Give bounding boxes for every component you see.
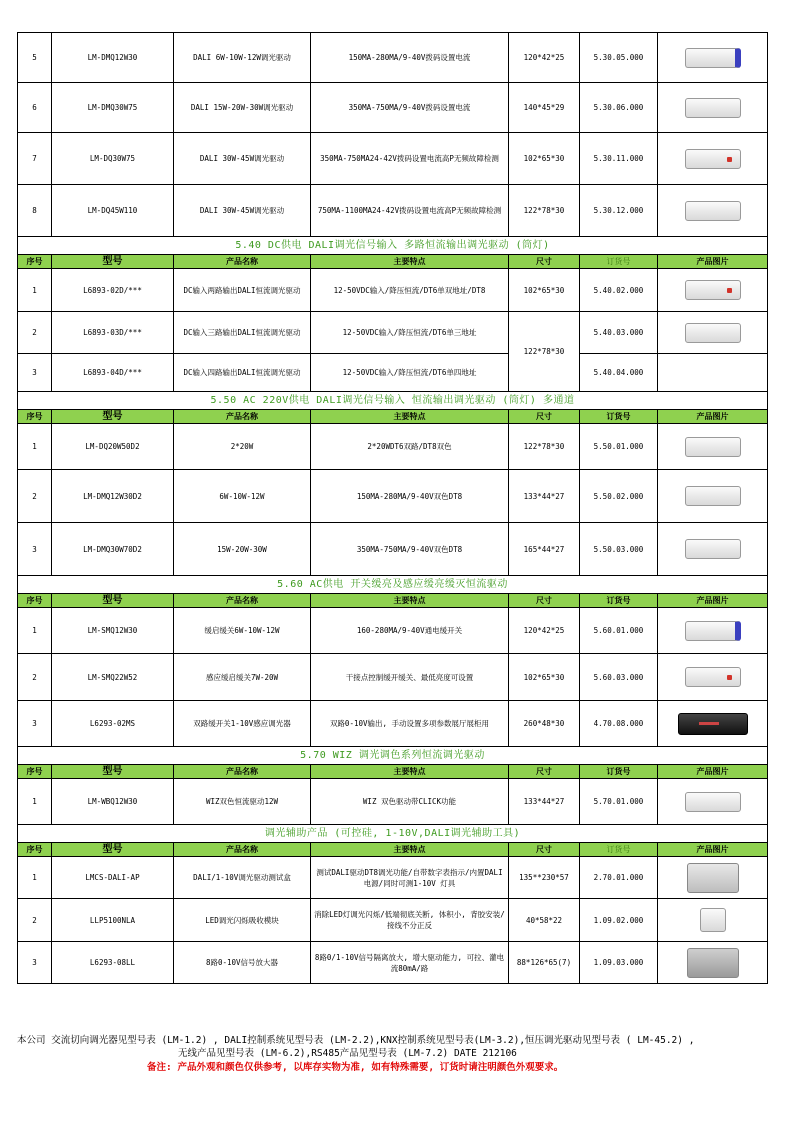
order-number-cell: 5.50.03.000	[580, 523, 658, 576]
row-number: 5	[18, 33, 52, 83]
product-name-cell: DC输入三路输出DALI恒流调光驱动	[174, 312, 311, 354]
product-image-cell	[658, 701, 768, 747]
product-name-cell: DC输入四路输出DALI恒流调光驱动	[174, 354, 311, 392]
product-image-cell	[658, 83, 768, 133]
section-title-row	[18, 576, 768, 594]
product-name-cell: DALI 30W-45W调光驱动	[174, 133, 311, 185]
header-size: 尺寸	[509, 765, 580, 779]
header-name: 产品名称	[174, 255, 311, 269]
header-order: 订货号	[580, 410, 658, 424]
row-number: 7	[18, 133, 52, 185]
product-name-cell: DC输入两路输出DALI恒流调光驱动	[174, 269, 311, 312]
table-row	[18, 424, 768, 470]
header-feature: 主要特点	[311, 255, 509, 269]
model-cell: LM-DQ20W50D2	[52, 424, 174, 470]
order-number-cell: 5.30.06.000	[580, 83, 658, 133]
order-number-cell: 1.09.02.000	[580, 899, 658, 942]
row-number: 2	[18, 470, 52, 523]
order-number-cell: 5.30.12.000	[580, 185, 658, 237]
section-title-row	[18, 392, 768, 410]
product-photo-icon	[685, 486, 741, 506]
header-model: 型号	[52, 410, 174, 424]
product-name-cell: DALI 15W-20W-30W调光驱动	[174, 83, 311, 133]
table-row	[18, 899, 768, 942]
row-number: 8	[18, 185, 52, 237]
table-row	[18, 470, 768, 523]
product-name-cell: 感应缓启缓关7W-20W	[174, 654, 311, 701]
product-photo-icon	[685, 280, 741, 300]
order-number-cell: 5.40.02.000	[580, 269, 658, 312]
table-row	[18, 942, 768, 984]
header-no: 序号	[18, 255, 52, 269]
size-cell: 122*78*30	[509, 312, 580, 392]
product-name-cell: WIZ双色恒流驱动12W	[174, 779, 311, 825]
model-cell: LM-SMQ22W52	[52, 654, 174, 701]
product-photo-icon	[687, 948, 739, 978]
footer-reference-line: 本公司 交流切向调光器见型号表 (LM-1.2) , DALI控制系统见型号表 (LM-2.2),KNX控制系统见型号表(LM-3.2),恒压调光驱动见型号表 ( LM-45.2) ,	[17, 1035, 695, 1046]
order-number-cell: 5.40.03.000	[580, 312, 658, 354]
table-row	[18, 269, 768, 312]
size-cell: 133*44*27	[509, 470, 580, 523]
feature-cell: 12-50VDC输入/降压恒流/DT6单双地址/DT8	[311, 269, 509, 312]
product-photo-icon	[685, 201, 741, 221]
model-cell: L6893-04D/***	[52, 354, 174, 392]
table-row	[18, 779, 768, 825]
size-cell: 260*48*30	[509, 701, 580, 747]
product-photo-icon	[685, 539, 741, 559]
product-name-cell: 6W-10W-12W	[174, 470, 311, 523]
model-cell: L6893-02D/***	[52, 269, 174, 312]
feature-cell: 测试DALI驱动DT8调光功能/自带数字表指示/内置DALI电源/同时可测1-10V 灯具	[311, 857, 509, 899]
product-photo-icon	[685, 98, 741, 118]
model-cell: LM-DQ45W110	[52, 185, 174, 237]
row-number: 1	[18, 608, 52, 654]
size-cell: 122*78*30	[509, 185, 580, 237]
product-photo-icon	[685, 48, 741, 68]
column-header-row	[18, 843, 768, 857]
product-name-cell: 15W-20W-30W	[174, 523, 311, 576]
model-cell: LM-DQ30W75	[52, 133, 174, 185]
product-image-cell	[658, 654, 768, 701]
row-number: 3	[18, 523, 52, 576]
product-image-cell	[658, 424, 768, 470]
header-model: 型号	[52, 765, 174, 779]
order-number-cell: 5.60.03.000	[580, 654, 658, 701]
order-number-cell: 5.50.02.000	[580, 470, 658, 523]
size-cell: 140*45*29	[509, 83, 580, 133]
header-no: 序号	[18, 410, 52, 424]
header-size: 尺寸	[509, 843, 580, 857]
feature-cell: 150MA-280MA/9-40V拨码设置电流	[311, 33, 509, 83]
model-cell: LM-SMQ12W30	[52, 608, 174, 654]
feature-cell: 消除LED灯调光闪烁/低端彻底关断, 体积小, 背胶安装/接线不分正反	[311, 899, 509, 942]
order-number-cell: 5.60.01.000	[580, 608, 658, 654]
size-cell: 135**230*57	[509, 857, 580, 899]
product-image-cell	[658, 608, 768, 654]
table-row	[18, 701, 768, 747]
feature-cell: 350MA-750MA/9-40V双色DT8	[311, 523, 509, 576]
product-photo-icon	[685, 621, 741, 641]
header-image: 产品图片	[658, 765, 768, 779]
column-header-row	[18, 594, 768, 608]
catalog-table	[17, 32, 768, 984]
header-no: 序号	[18, 843, 52, 857]
section-title: 5.60 AC供电 开关缓亮及感应缓亮缓灭恒流驱动	[18, 576, 768, 594]
model-cell: L6293-02MS	[52, 701, 174, 747]
footer-note: 备注: 产品外观和颜色仅供参考, 以库存实物为准, 如有特殊需要, 订货时请注明颜色外观要求。	[147, 1062, 564, 1073]
feature-cell: WIZ 双色驱动带CLICK功能	[311, 779, 509, 825]
product-name-cell: DALI 6W-10W-12W调光驱动	[174, 33, 311, 83]
size-cell: 102*65*30	[509, 133, 580, 185]
feature-cell: 350MA-750MA/9-40V拨码设置电流	[311, 83, 509, 133]
header-image: 产品图片	[658, 410, 768, 424]
header-feature: 主要特点	[311, 594, 509, 608]
section-title: 5.50 AC 220V供电 DALI调光信号输入 恒流输出调光驱动 (筒灯) 多通道	[18, 392, 768, 410]
feature-cell: 干接点控制缓开缓关、最低亮度可设置	[311, 654, 509, 701]
product-photo-icon	[685, 792, 741, 812]
product-image-cell	[658, 779, 768, 825]
row-number: 2	[18, 899, 52, 942]
order-number-cell: 5.50.01.000	[580, 424, 658, 470]
product-image-cell	[658, 33, 768, 83]
header-image: 产品图片	[658, 594, 768, 608]
header-order: 订货号	[580, 765, 658, 779]
product-photo-icon	[685, 323, 741, 343]
order-number-cell: 1.09.03.000	[580, 942, 658, 984]
model-cell: LM-DMQ12W30D2	[52, 470, 174, 523]
size-cell: 133*44*27	[509, 779, 580, 825]
product-image-cell	[658, 269, 768, 312]
header-no: 序号	[18, 594, 52, 608]
product-photo-icon	[687, 863, 739, 893]
row-number: 3	[18, 701, 52, 747]
table-row	[18, 354, 768, 392]
header-no: 序号	[18, 765, 52, 779]
model-cell: L6293-08LL	[52, 942, 174, 984]
model-cell: LM-WBQ12W30	[52, 779, 174, 825]
feature-cell: 8路0/1-10V信号隔离放大, 增大驱动能力, 可拉、灌电流80mA/路	[311, 942, 509, 984]
product-image-cell	[658, 185, 768, 237]
feature-cell: 双路0-10V输出, 手动设置多项参数展厅展柜用	[311, 701, 509, 747]
product-name-cell: DALI 30W-45W调光驱动	[174, 185, 311, 237]
table-row	[18, 83, 768, 133]
size-cell: 88*126*65(7)	[509, 942, 580, 984]
feature-cell: 2*20WDT6双路/DT8双色	[311, 424, 509, 470]
size-cell: 102*65*30	[509, 654, 580, 701]
product-photo-icon	[685, 667, 741, 687]
section-title: 5.40 DC供电 DALI调光信号输入 多路恒流输出调光驱动 (筒灯)	[18, 237, 768, 255]
row-number: 1	[18, 857, 52, 899]
row-number: 3	[18, 354, 52, 392]
row-number: 6	[18, 83, 52, 133]
model-cell: LM-DMQ30W75	[52, 83, 174, 133]
size-cell: 40*58*22	[509, 899, 580, 942]
feature-cell: 150MA-280MA/9-40V双色DT8	[311, 470, 509, 523]
table-row	[18, 857, 768, 899]
table-row	[18, 608, 768, 654]
product-image-cell	[658, 470, 768, 523]
feature-cell: 350MA-750MA24-42V拨码设置电流高P无频故障检测	[311, 133, 509, 185]
product-name-cell: 双路缓开关1-10V感应调光器	[174, 701, 311, 747]
product-image-cell	[658, 133, 768, 185]
product-name-cell: DALI/1-10V调光驱动测试盒	[174, 857, 311, 899]
header-size: 尺寸	[509, 255, 580, 269]
table-row	[18, 185, 768, 237]
product-image-cell	[658, 354, 768, 392]
row-number: 1	[18, 269, 52, 312]
header-model: 型号	[52, 255, 174, 269]
feature-cell: 160-280MA/9-40V通电缓开关	[311, 608, 509, 654]
table-row	[18, 523, 768, 576]
product-photo-icon	[685, 149, 741, 169]
table-row	[18, 312, 768, 354]
header-model: 型号	[52, 594, 174, 608]
footer-reference-line-2: 无线产品见型号表 (LM-6.2),RS485产品见型号表 (LM-7.2) DATE 212106	[178, 1048, 517, 1059]
product-image-cell	[658, 312, 768, 354]
header-size: 尺寸	[509, 594, 580, 608]
model-cell: LM-DMQ30W70D2	[52, 523, 174, 576]
order-number-cell: 5.40.04.000	[580, 354, 658, 392]
feature-cell: 750MA-1100MA24-42V拨码设置电流高P无频故障检测	[311, 185, 509, 237]
product-name-cell: LED调光闪烁吸收模块	[174, 899, 311, 942]
header-image: 产品图片	[658, 255, 768, 269]
row-number: 1	[18, 424, 52, 470]
size-cell: 165*44*27	[509, 523, 580, 576]
table-row	[18, 654, 768, 701]
header-name: 产品名称	[174, 843, 311, 857]
table-row	[18, 133, 768, 185]
model-cell: L6893-03D/***	[52, 312, 174, 354]
feature-cell: 12-50VDC输入/降压恒流/DT6单四地址	[311, 354, 509, 392]
product-name-cell: 缓启缓关6W-10W-12W	[174, 608, 311, 654]
header-size: 尺寸	[509, 410, 580, 424]
header-name: 产品名称	[174, 410, 311, 424]
model-cell: LM-DMQ12W30	[52, 33, 174, 83]
product-photo-icon	[700, 908, 726, 932]
product-photo-icon	[685, 437, 741, 457]
product-image-cell	[658, 899, 768, 942]
row-number: 2	[18, 654, 52, 701]
column-header-row	[18, 410, 768, 424]
product-name-cell: 8路0-10V信号放大器	[174, 942, 311, 984]
column-header-row	[18, 765, 768, 779]
row-number: 1	[18, 779, 52, 825]
header-feature: 主要特点	[311, 765, 509, 779]
section-title-row	[18, 825, 768, 843]
header-feature: 主要特点	[311, 843, 509, 857]
feature-cell: 12-50VDC输入/降压恒流/DT6单三地址	[311, 312, 509, 354]
header-order: 订货号	[580, 594, 658, 608]
header-order: 订货号	[580, 255, 658, 269]
row-number: 2	[18, 312, 52, 354]
model-cell: LLP5100NLA	[52, 899, 174, 942]
size-cell: 120*42*25	[509, 608, 580, 654]
order-number-cell: 4.70.08.000	[580, 701, 658, 747]
product-image-cell	[658, 523, 768, 576]
section-title: 5.70 WIZ 调光调色系列恒流调光驱动	[18, 747, 768, 765]
order-number-cell: 2.70.01.000	[580, 857, 658, 899]
size-cell: 120*42*25	[509, 33, 580, 83]
product-image-cell	[658, 942, 768, 984]
header-order: 订货号	[580, 843, 658, 857]
product-name-cell: 2*20W	[174, 424, 311, 470]
header-feature: 主要特点	[311, 410, 509, 424]
header-image: 产品图片	[658, 843, 768, 857]
order-number-cell: 5.30.11.000	[580, 133, 658, 185]
section-title: 调光辅助产品 (可控硅, 1-10V,DALI调光辅助工具)	[18, 825, 768, 843]
size-cell: 122*78*30	[509, 424, 580, 470]
size-cell: 102*65*30	[509, 269, 580, 312]
product-photo-icon	[678, 713, 748, 735]
order-number-cell: 5.70.01.000	[580, 779, 658, 825]
model-cell: LMCS-DALI-AP	[52, 857, 174, 899]
header-name: 产品名称	[174, 594, 311, 608]
table-row	[18, 33, 768, 83]
order-number-cell: 5.30.05.000	[580, 33, 658, 83]
header-name: 产品名称	[174, 765, 311, 779]
product-image-cell	[658, 857, 768, 899]
row-number: 3	[18, 942, 52, 984]
header-model: 型号	[52, 843, 174, 857]
section-title-row	[18, 237, 768, 255]
section-title-row	[18, 747, 768, 765]
column-header-row	[18, 255, 768, 269]
